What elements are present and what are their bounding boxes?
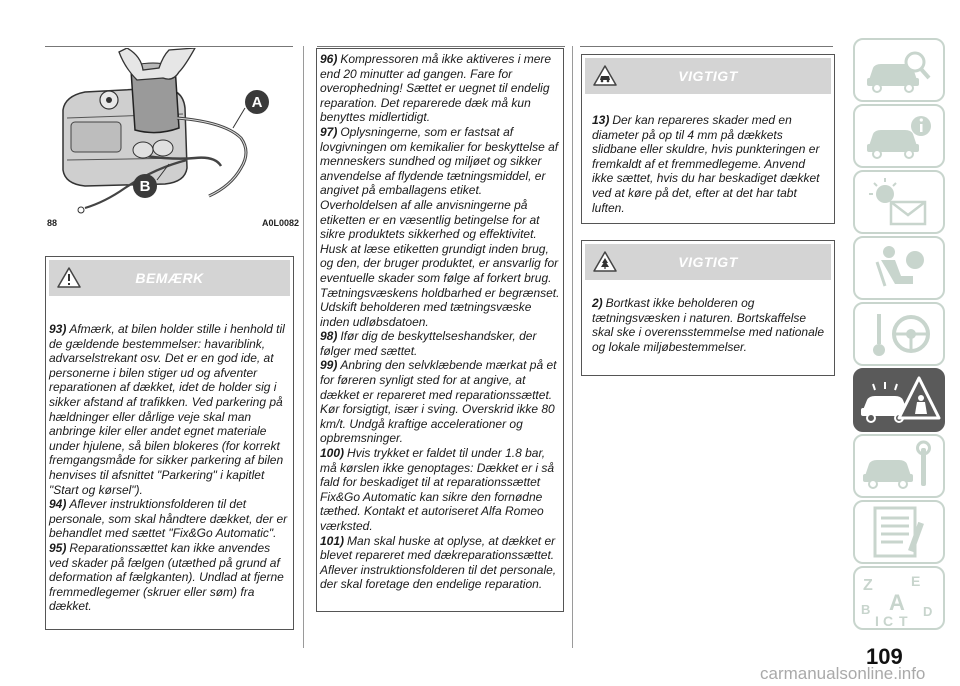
tab-maintenance[interactable] — [853, 434, 945, 498]
svg-text:T: T — [899, 613, 908, 628]
middle-note-body — [320, 52, 560, 592]
svg-text:Z: Z — [863, 577, 873, 594]
note-box-header — [49, 260, 290, 296]
car-info-icon — [855, 106, 943, 166]
tab-car-overview[interactable] — [853, 38, 945, 102]
important-box-1-body — [592, 113, 828, 215]
tab-car-info[interactable] — [853, 104, 945, 168]
warning-lights-message-icon — [855, 172, 943, 232]
tab-starting-driving[interactable] — [853, 302, 945, 366]
note-item: 101) Man skal huske at oplyse, at dækket er blevet repareret med dækreparationssættet. Aflever instruktionsfolderen til det personale, der skal foretage den endelige reparation. — [320, 533, 557, 592]
note-item: 95) Reparationssættet kan ikke anvendes ved skader på fælgen (utæthed på grund af deformation af fælgkanten). Undlad at fjerne fremmedlegemer (skruer eller søm) fra dækket. — [49, 540, 284, 614]
note-item: 93) Afmærk, at bilen holder stille i henhold til de gældende bestemmelser: havariblink, advarselstrekant osv. Det er en god ide, at personerne i bilen stiger ud og afventer reparationen af dækket, idet de holder sig i sikker afstand af trafikken. Ved parkering på hældninger eller dårlige veje skal man anbringe kiler eller andet egnet materiale under hjulene, så bilen blokeres (for korrekt fremgangsmåde for sikker parkering af bilen henvises til afsnittet "Parkering" i kapitlet "Start og kørsel"). — [49, 322, 285, 497]
alphabetical-index-icon — [855, 568, 943, 628]
note-item: 94) Aflever instruktionsfolderen til det personale, som skal håndtere dækket, der er behandlet med sættet "Fix&Go Automatic". — [49, 497, 288, 541]
figure-number: 88 — [47, 218, 58, 228]
tab-safety[interactable] — [853, 236, 945, 300]
tab-index[interactable] — [853, 566, 945, 630]
note-box — [45, 256, 294, 630]
svg-text:I: I — [875, 613, 879, 628]
note-item: 99) Anbring den selvklæbende mærkat på et for føreren synligt sted for at angive, at dækket er repareret med reparationssættet. Kør forsigtigt, især i sving. Overskrid ikke 80 km/t. Undgå kraftige accelerationer og opbremsninger. — [320, 358, 557, 446]
svg-text:C: C — [883, 613, 894, 628]
seat-airbag-icon — [855, 238, 943, 298]
column-divider-2 — [572, 46, 573, 648]
compressor-illustration — [45, 48, 293, 216]
figure-label-b: B — [139, 178, 151, 195]
note-box-title: BEMÆRK — [135, 270, 204, 286]
important-box-2-title: VIGTIGT — [678, 254, 738, 270]
car-wrench-icon — [855, 436, 943, 496]
important-box-1-title: VIGTIGT — [678, 68, 738, 84]
tab-emergency[interactable] — [853, 368, 945, 432]
page-number: 109 — [866, 644, 903, 669]
top-rule-middle — [317, 46, 565, 47]
important-box-1-header — [585, 58, 831, 94]
note-item: 96) Kompressoren må ikke aktiveres i mere end 20 minutter ad gangen. Fare for overophedning! Sættet er uegnet til endelig reparation. Det reparerede dæk må kun benyttes midlertidigt. — [320, 52, 552, 125]
top-rule-left — [45, 46, 293, 47]
tab-warning-lights[interactable] — [853, 170, 945, 234]
car-magnifier-icon — [855, 40, 943, 100]
key-steering-wheel-icon — [855, 304, 943, 364]
important-box-2-header — [585, 244, 831, 280]
column-divider-1 — [303, 46, 304, 648]
svg-text:A: A — [889, 590, 905, 615]
important-box-2 — [581, 240, 835, 376]
svg-text:D: D — [923, 604, 933, 619]
car-emergency-triangle-icon — [855, 370, 943, 430]
note-item: 13) Der kan repareres skader med en diameter på op til 4 mm på dækkets slidbane eller skuldre, hvis punkteringen er fremkaldt af et fremmedlegeme. Anvend ikke sættet, hvis du har beskadiget dækket ved at køre på det, efter at det har tabt luften. — [592, 113, 820, 215]
important-box-2-body — [592, 296, 828, 354]
middle-note-box — [316, 48, 564, 612]
important-box-1 — [581, 54, 835, 224]
note-item: 100) Hvis trykket er faldet til under 1.8 bar, må kørslen ikke genoptages: Dækket er i så fald for beskadiget til at reparationssættet Fix&Go Automatic kan sikre den fornødne tæthed. Kontakt et autoriseret Alfa Romeo værksted. — [320, 446, 555, 533]
figure-code: A0L0082 — [262, 218, 300, 228]
note-item: 2) Bortkast ikke beholderen og tætningsvæsken i naturen. Bortskaffelse skal ske i overensstemmelse med nationale og lokale miljøbestemmelser. — [592, 296, 825, 354]
svg-text:E: E — [911, 573, 921, 589]
note-box-body — [49, 322, 290, 614]
top-rule-right — [580, 46, 833, 47]
technical-data-list-icon — [855, 502, 943, 562]
watermark: carmanualsonline.info — [760, 664, 926, 683]
figure-label-a: A — [251, 94, 263, 111]
svg-text:B: B — [861, 602, 871, 617]
tab-technical-data[interactable] — [853, 500, 945, 564]
note-item: 97) Oplysningerne, som er fastsat af lovgivningen om kemikalier for beskyttelse af menneskers sundhed og miljøet og sikker anvendelse af flydende tætningsmiddel, er angivet på emballagens etiket. Overholdelsen af alle anvisningerne på etiketten er en væsentlig betingelse for at sikre produktets sikkerhed og effektivitet. Husk at læse etiketten grundigt inden brug, og den, der bruger produktet, er ansvarlig for eventuelle skader som følge af forkert brug. Tætningsvæskens holdbarhed er begrænset. Udskift beholderen med tætningsvæske inden udløbsdatoen. — [320, 124, 560, 329]
note-item: 98) Ifør dig de beskyttelseshandsker, der følger med sættet. — [320, 329, 537, 358]
